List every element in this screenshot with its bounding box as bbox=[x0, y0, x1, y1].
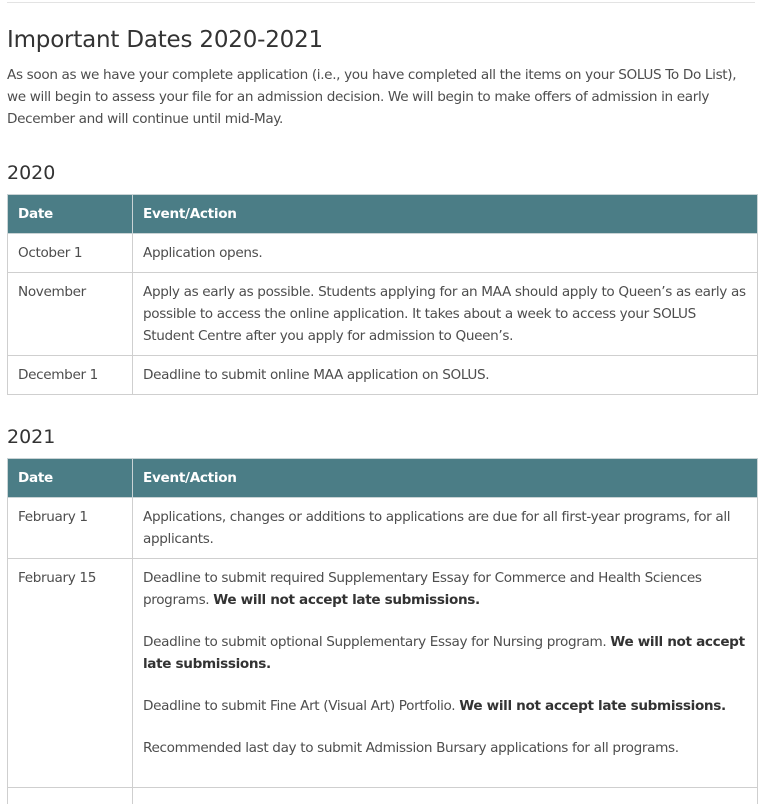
event-cell: Apply as early as possible. Students applying for an MAA should apply to Queen’s as early as possible to access the online application. It takes about a week to access your SOLUS Student Centre after you apply for admission to Queen’s. bbox=[133, 273, 758, 356]
emphasis-text: We will not accept late submissions. bbox=[213, 592, 480, 608]
date-cell: October 1 bbox=[8, 234, 133, 273]
dates-table-2020 bbox=[7, 194, 758, 395]
table-row bbox=[8, 559, 758, 788]
date-column-header: Date bbox=[8, 459, 133, 498]
emphasis-text: We will not accept late submissions. bbox=[143, 634, 745, 672]
event-column-header: Event/Action bbox=[133, 195, 758, 234]
table-header-row bbox=[8, 195, 758, 234]
page-content bbox=[7, 24, 757, 804]
table-row bbox=[8, 356, 758, 395]
table-row bbox=[8, 788, 758, 804]
top-divider bbox=[7, 2, 755, 3]
event-item: Deadline to submit optional Supplementary Essay for Nursing program. We will not accept late submissions. bbox=[143, 634, 745, 672]
intro-paragraph: As soon as we have your complete application (i.e., you have completed all the items on your SOLUS To Do List), we will begin to assess your file for an admission decision. We will begin to make offers of admission in early December and will continue until mid-May. bbox=[7, 67, 737, 127]
date-cell bbox=[8, 788, 133, 804]
date-cell: February 1 bbox=[8, 498, 133, 559]
emphasis-text: We will not accept late submissions. bbox=[459, 698, 726, 714]
date-cell: November bbox=[8, 273, 133, 356]
year-heading-2020: 2020 bbox=[7, 162, 56, 184]
event-cell: Deadline to submit online MAA application on SOLUS. bbox=[133, 356, 758, 395]
dates-table-2021 bbox=[7, 458, 758, 804]
event-cell bbox=[133, 788, 758, 804]
event-item: Deadline to submit required Supplementary Essay for Commerce and Health Sciences programs. We will not accept late submissions. bbox=[143, 570, 702, 608]
event-cell: Applications, changes or additions to applications are due for all first-year programs, for all applicants. bbox=[133, 498, 758, 559]
table-row bbox=[8, 273, 758, 356]
table-row bbox=[8, 498, 758, 559]
event-item: Deadline to submit Fine Art (Visual Art) Portfolio. We will not accept late submissions. bbox=[143, 698, 726, 714]
event-cell: Application opens. bbox=[133, 234, 758, 273]
event-cell bbox=[133, 559, 758, 788]
page-title: Important Dates 2020-2021 bbox=[7, 27, 323, 53]
event-column-header: Event/Action bbox=[133, 459, 758, 498]
date-cell: December 1 bbox=[8, 356, 133, 395]
table-row bbox=[8, 234, 758, 273]
year-heading-2021: 2021 bbox=[7, 426, 56, 448]
table-header-row bbox=[8, 459, 758, 498]
event-item: Recommended last day to submit Admission Bursary applications for all programs. bbox=[143, 740, 679, 756]
date-column-header: Date bbox=[8, 195, 133, 234]
date-cell: February 15 bbox=[8, 559, 133, 788]
